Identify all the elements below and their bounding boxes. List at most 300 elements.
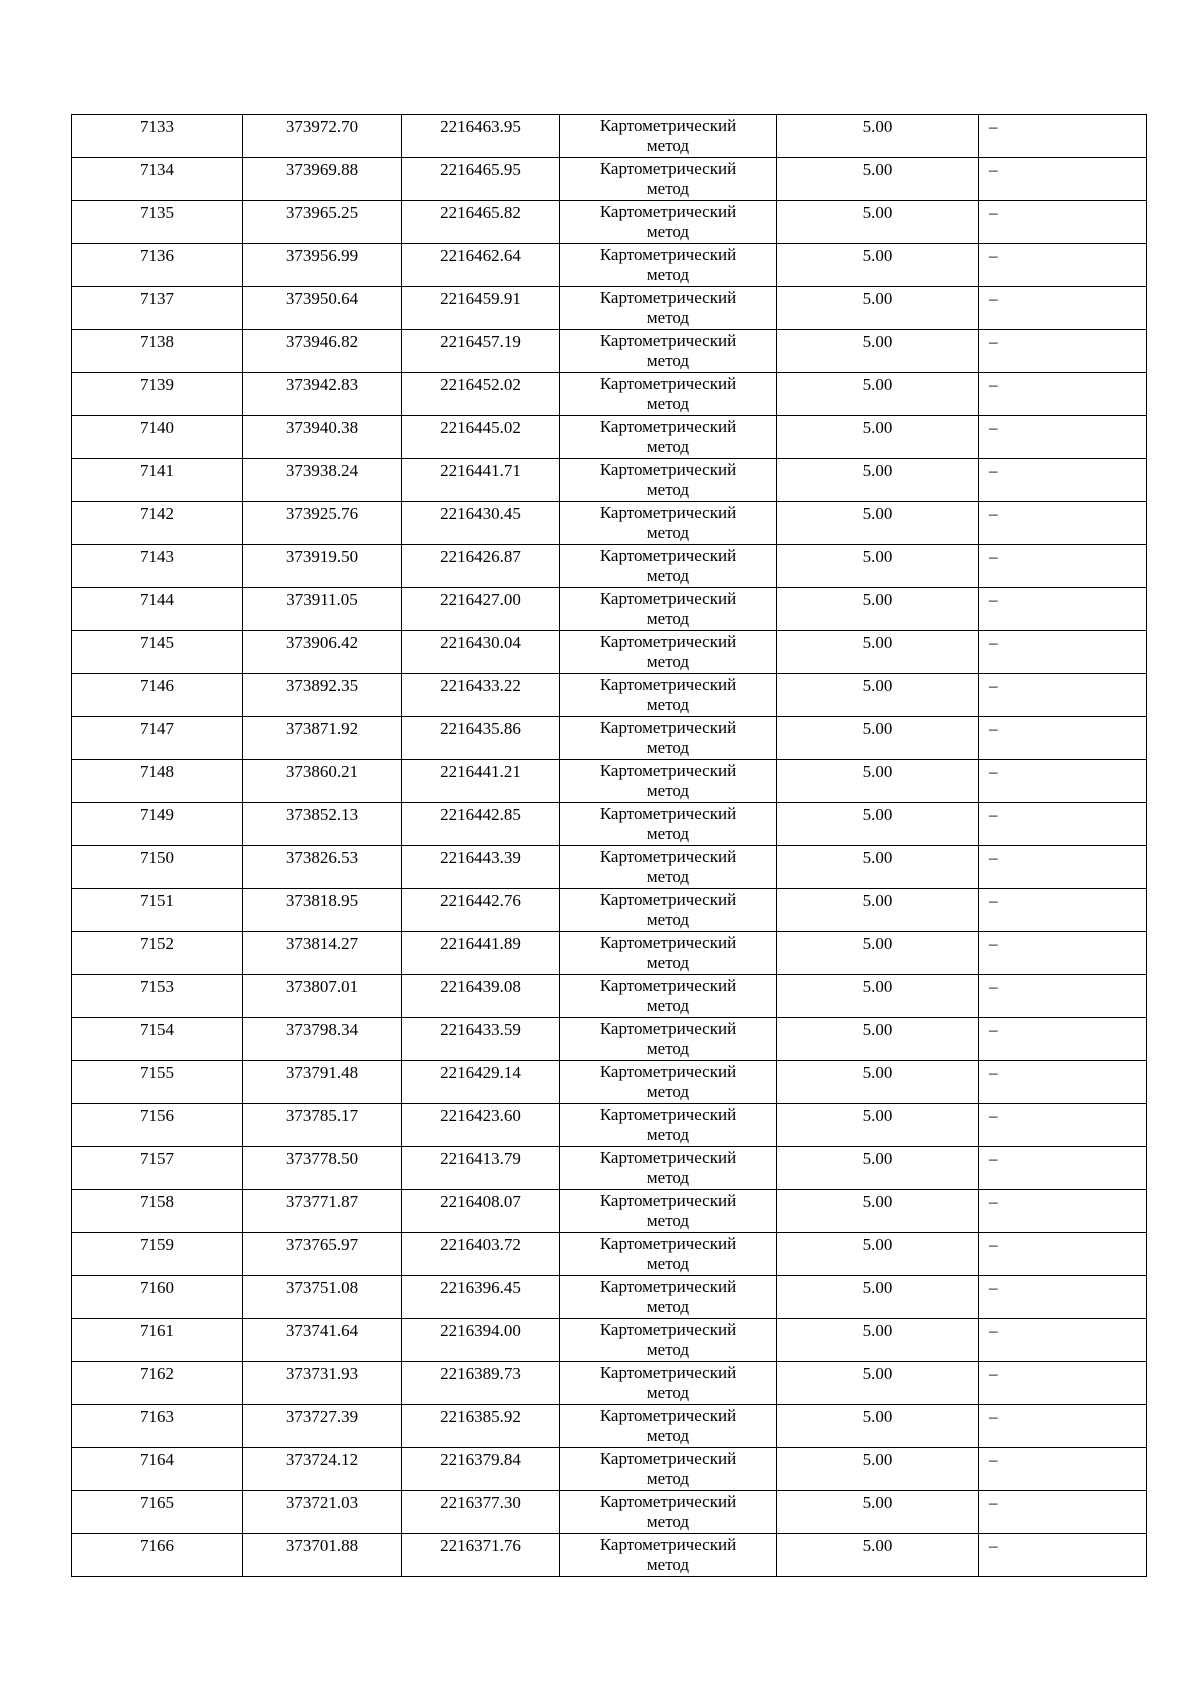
table-row: [72, 373, 1147, 416]
y-coordinate-cell: [402, 889, 560, 932]
accuracy-value: 5.00: [862, 848, 893, 867]
method-cell: [560, 201, 777, 244]
note-dash: –: [989, 1321, 998, 1340]
point-number-cell: [72, 1448, 243, 1491]
y-coordinate: 2216442.76: [440, 891, 521, 910]
coordinates-table: [71, 114, 1147, 1577]
x-coordinate-cell: [243, 545, 402, 588]
method-line-1: Картометрический: [599, 1449, 737, 1468]
method-line-1: Картометрический: [599, 1019, 737, 1038]
point-number: 7133: [140, 117, 174, 136]
method-line-1: Картометрический: [599, 1492, 737, 1511]
method-text: [560, 1491, 776, 1532]
note-cell: [979, 1018, 1147, 1061]
y-coordinate-cell: [402, 158, 560, 201]
point-number: 7138: [140, 332, 174, 351]
method-text: [560, 975, 776, 1016]
note-cell: [979, 330, 1147, 373]
table-row: [72, 588, 1147, 631]
y-coordinate-cell: [402, 631, 560, 674]
table-row: [72, 545, 1147, 588]
method-cell: [560, 803, 777, 846]
accuracy-value: 5.00: [862, 891, 893, 910]
note-cell: [979, 760, 1147, 803]
note-cell: [979, 1190, 1147, 1233]
method-cell: [560, 1276, 777, 1319]
method-line-1: Картометрический: [599, 245, 737, 264]
table-row: [72, 459, 1147, 502]
accuracy-value: 5.00: [862, 1536, 893, 1555]
x-coordinate: 373950.64: [285, 289, 359, 308]
point-number-cell: [72, 1534, 243, 1577]
x-coordinate-cell: [243, 760, 402, 803]
point-number: 7151: [140, 891, 174, 910]
accuracy-value: 5.00: [862, 719, 893, 738]
method-line-2: метод: [646, 824, 690, 843]
point-number-cell: [72, 201, 243, 244]
note-cell: [979, 932, 1147, 975]
note-dash: –: [989, 117, 998, 136]
accuracy-value: 5.00: [862, 1407, 893, 1426]
method-line-2: метод: [646, 1469, 690, 1488]
accuracy-cell: [777, 1362, 979, 1405]
point-number: 7159: [140, 1235, 174, 1254]
method-text: [560, 760, 776, 801]
x-coordinate-cell: [243, 1405, 402, 1448]
note-cell: [979, 1448, 1147, 1491]
accuracy-value: 5.00: [862, 1020, 893, 1039]
y-coordinate-cell: [402, 932, 560, 975]
note-cell: [979, 287, 1147, 330]
accuracy-cell: [777, 932, 979, 975]
accuracy-value: 5.00: [862, 590, 893, 609]
x-coordinate: 373701.88: [285, 1536, 359, 1555]
point-number-cell: [72, 1233, 243, 1276]
point-number-cell: [72, 158, 243, 201]
x-coordinate-cell: [243, 674, 402, 717]
y-coordinate: 2216423.60: [440, 1106, 521, 1125]
table-row: [72, 1319, 1147, 1362]
point-number: 7158: [140, 1192, 174, 1211]
point-number-cell: [72, 287, 243, 330]
x-coordinate: 373892.35: [285, 676, 359, 695]
method-cell: [560, 846, 777, 889]
method-cell: [560, 932, 777, 975]
method-line-1: Картометрический: [599, 460, 737, 479]
method-line-1: Картометрический: [599, 1277, 737, 1296]
x-coordinate-cell: [243, 1190, 402, 1233]
method-text: [560, 889, 776, 930]
point-number-cell: [72, 1018, 243, 1061]
y-coordinate-cell: [402, 674, 560, 717]
note-dash: –: [989, 1364, 998, 1383]
method-cell: [560, 1018, 777, 1061]
y-coordinate: 2216439.08: [440, 977, 521, 996]
method-cell: [560, 1491, 777, 1534]
method-line-2: метод: [646, 1211, 690, 1230]
y-coordinate-cell: [402, 975, 560, 1018]
x-coordinate-cell: [243, 1362, 402, 1405]
x-coordinate-cell: [243, 502, 402, 545]
method-text: [560, 1276, 776, 1317]
method-line-2: метод: [646, 1125, 690, 1144]
y-coordinate: 2216379.84: [440, 1450, 521, 1469]
point-number-cell: [72, 115, 243, 158]
accuracy-value: 5.00: [862, 1321, 893, 1340]
note-dash: –: [989, 1235, 998, 1254]
note-dash: –: [989, 805, 998, 824]
point-number-cell: [72, 1190, 243, 1233]
method-text: [560, 1061, 776, 1102]
y-coordinate-cell: [402, 1018, 560, 1061]
method-line-2: метод: [646, 222, 690, 241]
note-cell: [979, 158, 1147, 201]
note-cell: [979, 502, 1147, 545]
method-text: [560, 674, 776, 715]
method-text: [560, 545, 776, 586]
y-coordinate-cell: [402, 717, 560, 760]
table-row: [72, 975, 1147, 1018]
point-number-cell: [72, 674, 243, 717]
x-coordinate-cell: [243, 631, 402, 674]
point-number: 7141: [140, 461, 174, 480]
method-text: [560, 330, 776, 371]
x-coordinate: 373778.50: [285, 1149, 359, 1168]
note-dash: –: [989, 676, 998, 695]
accuracy-cell: [777, 803, 979, 846]
note-cell: [979, 1319, 1147, 1362]
x-coordinate-cell: [243, 1491, 402, 1534]
accuracy-value: 5.00: [862, 504, 893, 523]
accuracy-cell: [777, 889, 979, 932]
y-coordinate-cell: [402, 1448, 560, 1491]
accuracy-value: 5.00: [862, 805, 893, 824]
point-number-cell: [72, 373, 243, 416]
method-line-1: Картометрический: [599, 331, 737, 350]
y-coordinate-cell: [402, 1147, 560, 1190]
note-dash: –: [989, 891, 998, 910]
accuracy-cell: [777, 674, 979, 717]
method-line-2: метод: [646, 394, 690, 413]
note-dash: –: [989, 1192, 998, 1211]
point-number: 7146: [140, 676, 174, 695]
y-coordinate: 2216435.86: [440, 719, 521, 738]
note-cell: [979, 631, 1147, 674]
y-coordinate-cell: [402, 760, 560, 803]
note-dash: –: [989, 1278, 998, 1297]
accuracy-value: 5.00: [862, 1235, 893, 1254]
point-number: 7162: [140, 1364, 174, 1383]
accuracy-cell: [777, 1104, 979, 1147]
method-line-1: Картометрический: [599, 589, 737, 608]
y-coordinate: 2216465.95: [440, 160, 521, 179]
accuracy-value: 5.00: [862, 246, 893, 265]
method-line-1: Картометрический: [599, 546, 737, 565]
y-coordinate-cell: [402, 459, 560, 502]
point-number: 7153: [140, 977, 174, 996]
y-coordinate-cell: [402, 1276, 560, 1319]
y-coordinate: 2216377.30: [440, 1493, 521, 1512]
note-dash: –: [989, 977, 998, 996]
method-text: [560, 1147, 776, 1188]
method-line-1: Картометрический: [599, 890, 737, 909]
method-line-2: метод: [646, 437, 690, 456]
method-text: [560, 1448, 776, 1489]
accuracy-cell: [777, 1147, 979, 1190]
accuracy-cell: [777, 1061, 979, 1104]
point-number-cell: [72, 1147, 243, 1190]
accuracy-cell: [777, 158, 979, 201]
table-row: [72, 1534, 1147, 1577]
accuracy-cell: [777, 416, 979, 459]
note-dash: –: [989, 332, 998, 351]
x-coordinate: 373938.24: [285, 461, 359, 480]
method-cell: [560, 760, 777, 803]
accuracy-cell: [777, 1233, 979, 1276]
note-cell: [979, 373, 1147, 416]
point-number-cell: [72, 1104, 243, 1147]
y-coordinate: 2216441.71: [440, 461, 521, 480]
point-number: 7150: [140, 848, 174, 867]
table-row: [72, 631, 1147, 674]
y-coordinate: 2216443.39: [440, 848, 521, 867]
table-row: [72, 502, 1147, 545]
method-text: [560, 803, 776, 844]
point-number-cell: [72, 975, 243, 1018]
accuracy-cell: [777, 1448, 979, 1491]
method-line-1: Картометрический: [599, 202, 737, 221]
method-cell: [560, 1147, 777, 1190]
table-row: [72, 1362, 1147, 1405]
accuracy-cell: [777, 545, 979, 588]
x-coordinate: 373972.70: [285, 117, 359, 136]
x-coordinate: 373814.27: [285, 934, 359, 953]
method-text: [560, 201, 776, 242]
method-line-1: Картометрический: [599, 374, 737, 393]
x-coordinate-cell: [243, 244, 402, 287]
x-coordinate: 373871.92: [285, 719, 359, 738]
y-coordinate: 2216442.85: [440, 805, 521, 824]
note-dash: –: [989, 633, 998, 652]
note-dash: –: [989, 934, 998, 953]
coordinates-table-body: [72, 115, 1147, 1577]
method-line-2: метод: [646, 351, 690, 370]
y-coordinate-cell: [402, 1319, 560, 1362]
method-line-2: метод: [646, 1512, 690, 1531]
note-cell: [979, 1362, 1147, 1405]
method-cell: [560, 1405, 777, 1448]
note-dash: –: [989, 1020, 998, 1039]
accuracy-cell: [777, 330, 979, 373]
accuracy-cell: [777, 1491, 979, 1534]
x-coordinate: 373852.13: [285, 805, 359, 824]
method-line-2: метод: [646, 781, 690, 800]
accuracy-value: 5.00: [862, 418, 893, 437]
method-line-1: Картометрический: [599, 933, 737, 952]
y-coordinate: 2216459.91: [440, 289, 521, 308]
accuracy-cell: [777, 588, 979, 631]
table-row: [72, 158, 1147, 201]
x-coordinate: 373791.48: [285, 1063, 359, 1082]
method-line-2: метод: [646, 996, 690, 1015]
point-number-cell: [72, 330, 243, 373]
accuracy-cell: [777, 502, 979, 545]
method-line-2: метод: [646, 652, 690, 671]
note-cell: [979, 244, 1147, 287]
point-number: 7157: [140, 1149, 174, 1168]
table-row: [72, 1491, 1147, 1534]
x-coordinate-cell: [243, 158, 402, 201]
x-coordinate-cell: [243, 1233, 402, 1276]
note-cell: [979, 1534, 1147, 1577]
table-row: [72, 674, 1147, 717]
point-number-cell: [72, 502, 243, 545]
note-cell: [979, 717, 1147, 760]
method-line-1: Картометрический: [599, 288, 737, 307]
note-cell: [979, 846, 1147, 889]
method-line-1: Картометрический: [599, 1062, 737, 1081]
x-coordinate: 373818.95: [285, 891, 359, 910]
accuracy-value: 5.00: [862, 762, 893, 781]
x-coordinate: 373807.01: [285, 977, 359, 996]
point-number: 7143: [140, 547, 174, 566]
method-cell: [560, 158, 777, 201]
y-coordinate: 2216385.92: [440, 1407, 521, 1426]
y-coordinate-cell: [402, 201, 560, 244]
x-coordinate-cell: [243, 846, 402, 889]
method-line-1: Картометрический: [599, 761, 737, 780]
table-row: [72, 1104, 1147, 1147]
accuracy-value: 5.00: [862, 934, 893, 953]
table-row: [72, 1147, 1147, 1190]
note-dash: –: [989, 461, 998, 480]
method-cell: [560, 1104, 777, 1147]
note-cell: [979, 975, 1147, 1018]
point-number-cell: [72, 244, 243, 287]
point-number-cell: [72, 846, 243, 889]
method-text: [560, 1405, 776, 1446]
point-number-cell: [72, 631, 243, 674]
x-coordinate: 373906.42: [285, 633, 359, 652]
note-cell: [979, 674, 1147, 717]
method-text: [560, 631, 776, 672]
method-line-2: метод: [646, 1254, 690, 1273]
x-coordinate-cell: [243, 588, 402, 631]
table-row: [72, 1405, 1147, 1448]
point-number-cell: [72, 760, 243, 803]
y-coordinate: 2216463.95: [440, 117, 521, 136]
method-text: [560, 115, 776, 156]
x-coordinate: 373771.87: [285, 1192, 359, 1211]
x-coordinate: 373911.05: [286, 590, 358, 609]
point-number-cell: [72, 803, 243, 846]
accuracy-value: 5.00: [862, 1278, 893, 1297]
method-line-2: метод: [646, 695, 690, 714]
x-coordinate-cell: [243, 373, 402, 416]
y-coordinate-cell: [402, 502, 560, 545]
method-line-1: Картометрический: [599, 1105, 737, 1124]
method-cell: [560, 330, 777, 373]
y-coordinate: 2216413.79: [440, 1149, 521, 1168]
method-cell: [560, 1319, 777, 1362]
point-number: 7155: [140, 1063, 174, 1082]
accuracy-cell: [777, 287, 979, 330]
x-coordinate-cell: [243, 1018, 402, 1061]
method-text: [560, 1534, 776, 1575]
method-line-2: метод: [646, 1555, 690, 1574]
method-cell: [560, 1190, 777, 1233]
x-coordinate: 373765.97: [285, 1235, 359, 1254]
y-coordinate: 2216427.00: [440, 590, 521, 609]
method-line-1: Картометрический: [599, 116, 737, 135]
note-dash: –: [989, 1536, 998, 1555]
table-row: [72, 760, 1147, 803]
method-line-2: метод: [646, 867, 690, 886]
accuracy-value: 5.00: [862, 461, 893, 480]
point-number-cell: [72, 1405, 243, 1448]
accuracy-value: 5.00: [862, 1364, 893, 1383]
x-coordinate-cell: [243, 1147, 402, 1190]
x-coordinate: 373751.08: [285, 1278, 359, 1297]
table-row: [72, 932, 1147, 975]
point-number: 7160: [140, 1278, 174, 1297]
x-coordinate: 373727.39: [285, 1407, 359, 1426]
table-row: [72, 1018, 1147, 1061]
method-cell: [560, 416, 777, 459]
accuracy-value: 5.00: [862, 375, 893, 394]
point-number-cell: [72, 717, 243, 760]
accuracy-cell: [777, 1276, 979, 1319]
method-text: [560, 158, 776, 199]
point-number: 7154: [140, 1020, 174, 1039]
note-dash: –: [989, 375, 998, 394]
note-dash: –: [989, 1493, 998, 1512]
accuracy-value: 5.00: [862, 160, 893, 179]
table-row: [72, 889, 1147, 932]
accuracy-cell: [777, 373, 979, 416]
point-number-cell: [72, 1362, 243, 1405]
accuracy-cell: [777, 1534, 979, 1577]
y-coordinate-cell: [402, 287, 560, 330]
point-number-cell: [72, 588, 243, 631]
x-coordinate-cell: [243, 416, 402, 459]
accuracy-cell: [777, 760, 979, 803]
accuracy-value: 5.00: [862, 1106, 893, 1125]
method-line-2: метод: [646, 265, 690, 284]
point-number: 7152: [140, 934, 174, 953]
method-line-1: Картометрический: [599, 632, 737, 651]
point-number: 7137: [140, 289, 174, 308]
y-coordinate-cell: [402, 1233, 560, 1276]
note-dash: –: [989, 1106, 998, 1125]
method-cell: [560, 502, 777, 545]
method-text: [560, 1362, 776, 1403]
note-cell: [979, 459, 1147, 502]
point-number: 7145: [140, 633, 174, 652]
accuracy-value: 5.00: [862, 203, 893, 222]
method-line-2: метод: [646, 1039, 690, 1058]
method-cell: [560, 1362, 777, 1405]
point-number: 7165: [140, 1493, 174, 1512]
x-coordinate: 373969.88: [285, 160, 359, 179]
accuracy-cell: [777, 1319, 979, 1362]
point-number: 7139: [140, 375, 174, 394]
method-line-1: Картометрический: [599, 804, 737, 823]
method-line-1: Картометрический: [599, 976, 737, 995]
accuracy-value: 5.00: [862, 633, 893, 652]
y-coordinate-cell: [402, 330, 560, 373]
x-coordinate-cell: [243, 1534, 402, 1577]
